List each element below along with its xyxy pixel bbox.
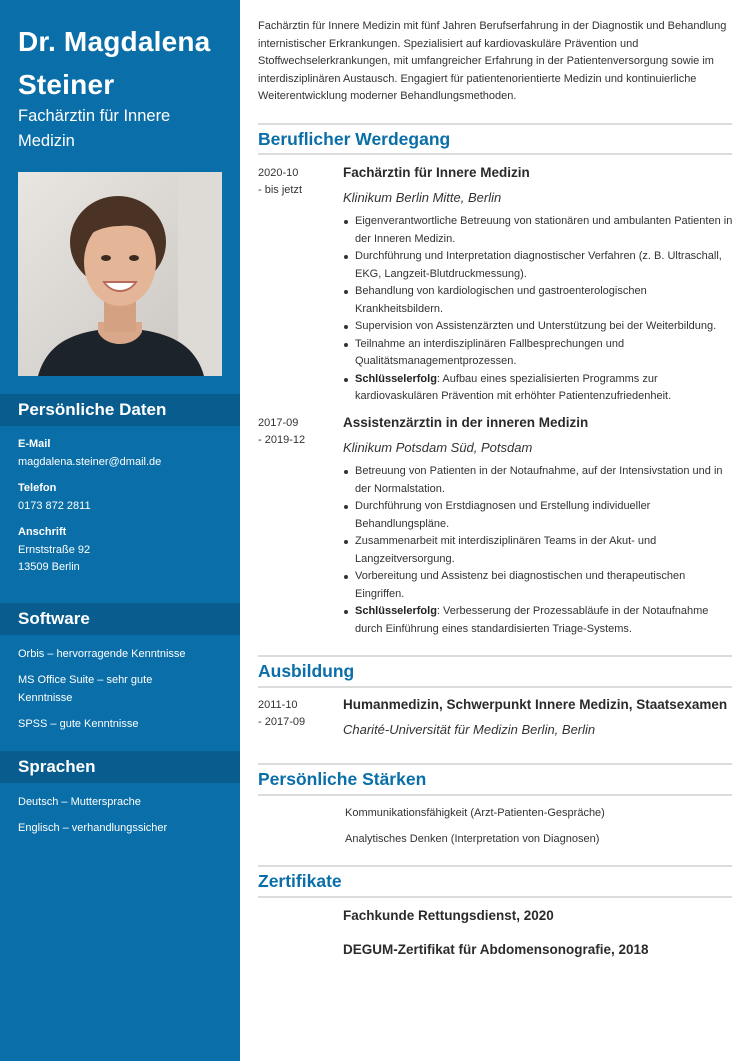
section-divider [258, 655, 732, 657]
list-item: Supervision von Assistenzärzten und Unterstützung bei der Weiterbildung. [343, 318, 735, 336]
software-item: Orbis – hervorragende Kenntnisse [18, 648, 186, 660]
education-institution: Charité-Universität für Medizin Berlin, Berlin [343, 722, 596, 737]
list-item: Behandlung von kardiologischen und gastroenterologischen Krankheitsbildern. [343, 283, 735, 318]
section-divider [258, 686, 732, 688]
email-label: E-Mail [18, 438, 51, 450]
section-divider [258, 794, 732, 796]
job-date-end: - 2019-12 [258, 434, 306, 446]
job-date-start: 2020-10 [258, 167, 299, 179]
list-item: Eigenverantwortliche Betreuung von stationären und ambulanten Patienten in der Inneren Medizin. [343, 213, 735, 248]
section-divider [258, 763, 732, 765]
certificate-item: Fachkunde Rettungsdienst, 2020 [343, 908, 554, 923]
education-title: Humanmedizin, Schwerpunkt Innere Medizin, Staatsexamen [343, 697, 728, 712]
certificates-heading: Zertifikate [258, 871, 342, 891]
software-heading: Software [0, 603, 240, 635]
software-item: SPSS – gute Kenntnisse [18, 718, 139, 730]
education-date-start: 2011-10 [258, 699, 298, 711]
key-achievement-text: : Aufbau eines spezialisierten Programms zur kardiovaskulären Prävention mit erhöhter Patientenzufriedenheit. [355, 372, 672, 402]
key-achievement-text: : Verbesserung der Prozessabläufe in der Notaufnahme durch Einführung eines standardisierten Triage-Systems. [355, 605, 709, 635]
list-item: Teilnahme an interdisziplinären Fallbesprechungen und Qualitätsmanagementprozessen. [343, 336, 735, 371]
job-organization: Klinikum Potsdam Süd, Potsdam [343, 440, 533, 455]
address-label: Anschrift [18, 526, 67, 538]
strength-item: Kommunikationsfähigkeit (Arzt-Patienten-Gespräche) [345, 807, 605, 819]
job-date-end: - bis jetzt [258, 184, 303, 196]
job-title: Fachärztin für Innere Medizin [343, 165, 530, 180]
key-achievement [343, 603, 735, 638]
key-achievement-label: Schlüsselerfolg [355, 605, 437, 617]
key-achievement [343, 371, 735, 406]
list-item: Durchführung von Erstdiagnosen und Erstellung individueller Behandlungspläne. [343, 498, 735, 533]
language-item: Deutsch – Muttersprache [18, 796, 141, 808]
job-date-start: 2017-09 [258, 417, 299, 429]
education-date-end: - 2017-09 [258, 716, 306, 728]
section-divider [258, 123, 732, 125]
languages-heading: Sprachen [0, 751, 240, 783]
candidate-name: Dr. Magdalena Steiner [18, 26, 211, 100]
profile-summary: Fachärztin für Innere Medizin mit fünf Jahren Berufserfahrung in der Diagnostik und Behandlung internistischer Erkrankungen. Spezialisiert auf kardiovaskuläre Prävention und Stoffwechselerkrankungen, mit umfangreicher Erfahrung in der Patientenversorgung sowie im interdisziplinären Austausch. Engagiert für patientenorientierte Medizin und kontinuierliche Weiterentwicklung moderner Behandlungsmethoden. [258, 20, 727, 102]
strengths-heading: Persönliche Stärken [258, 769, 427, 789]
phone-label: Telefon [18, 482, 57, 494]
address-line2: 13509 Berlin [18, 561, 80, 573]
job-title: Assistenzärztin in der inneren Medizin [343, 415, 589, 430]
address-line1: Ernststraße 92 [18, 544, 91, 556]
strength-item: Analytisches Denken (Interpretation von Diagnosen) [345, 833, 600, 845]
software-item: MS Office Suite – sehr gute Kenntnisse [18, 674, 153, 704]
language-item: Englisch – verhandlungssicher [18, 822, 168, 834]
personal-data-heading: Persönliche Daten [0, 394, 240, 426]
sidebar [0, 0, 240, 1061]
list-item: Durchführung und Interpretation diagnostischer Verfahren (z. B. Ultraschall, EKG, Langzeit-Blutdruckmessung). [343, 248, 735, 283]
certificate-item: DEGUM-Zertifikat für Abdomensonografie, 2018 [343, 942, 649, 957]
experience-heading: Beruflicher Werdegang [258, 129, 451, 149]
education-heading: Ausbildung [258, 661, 355, 681]
candidate-role: Fachärztin für Innere Medizin [18, 107, 171, 150]
email-value: magdalena.steiner@dmail.de [18, 456, 162, 468]
list-item: Vorbereitung und Assistenz bei diagnostischen und therapeutischen Eingriffen. [343, 568, 735, 603]
list-item: Zusammenarbeit mit interdisziplinären Teams in der Akut- und Langzeitversorgung. [343, 533, 735, 568]
section-divider [258, 153, 732, 155]
key-achievement-label: Schlüsselerfolg [355, 372, 437, 385]
list-item: Betreuung von Patienten in der Notaufnahme, auf der Intensivstation und in der Normalstation. [343, 463, 735, 498]
job-bullets [343, 463, 735, 638]
job-organization: Klinikum Berlin Mitte, Berlin [343, 190, 502, 205]
phone-value: 0173 872 2811 [18, 500, 91, 512]
job-bullets [343, 213, 735, 406]
section-divider [258, 896, 732, 898]
profile-photo [18, 172, 222, 376]
section-divider [258, 865, 732, 867]
